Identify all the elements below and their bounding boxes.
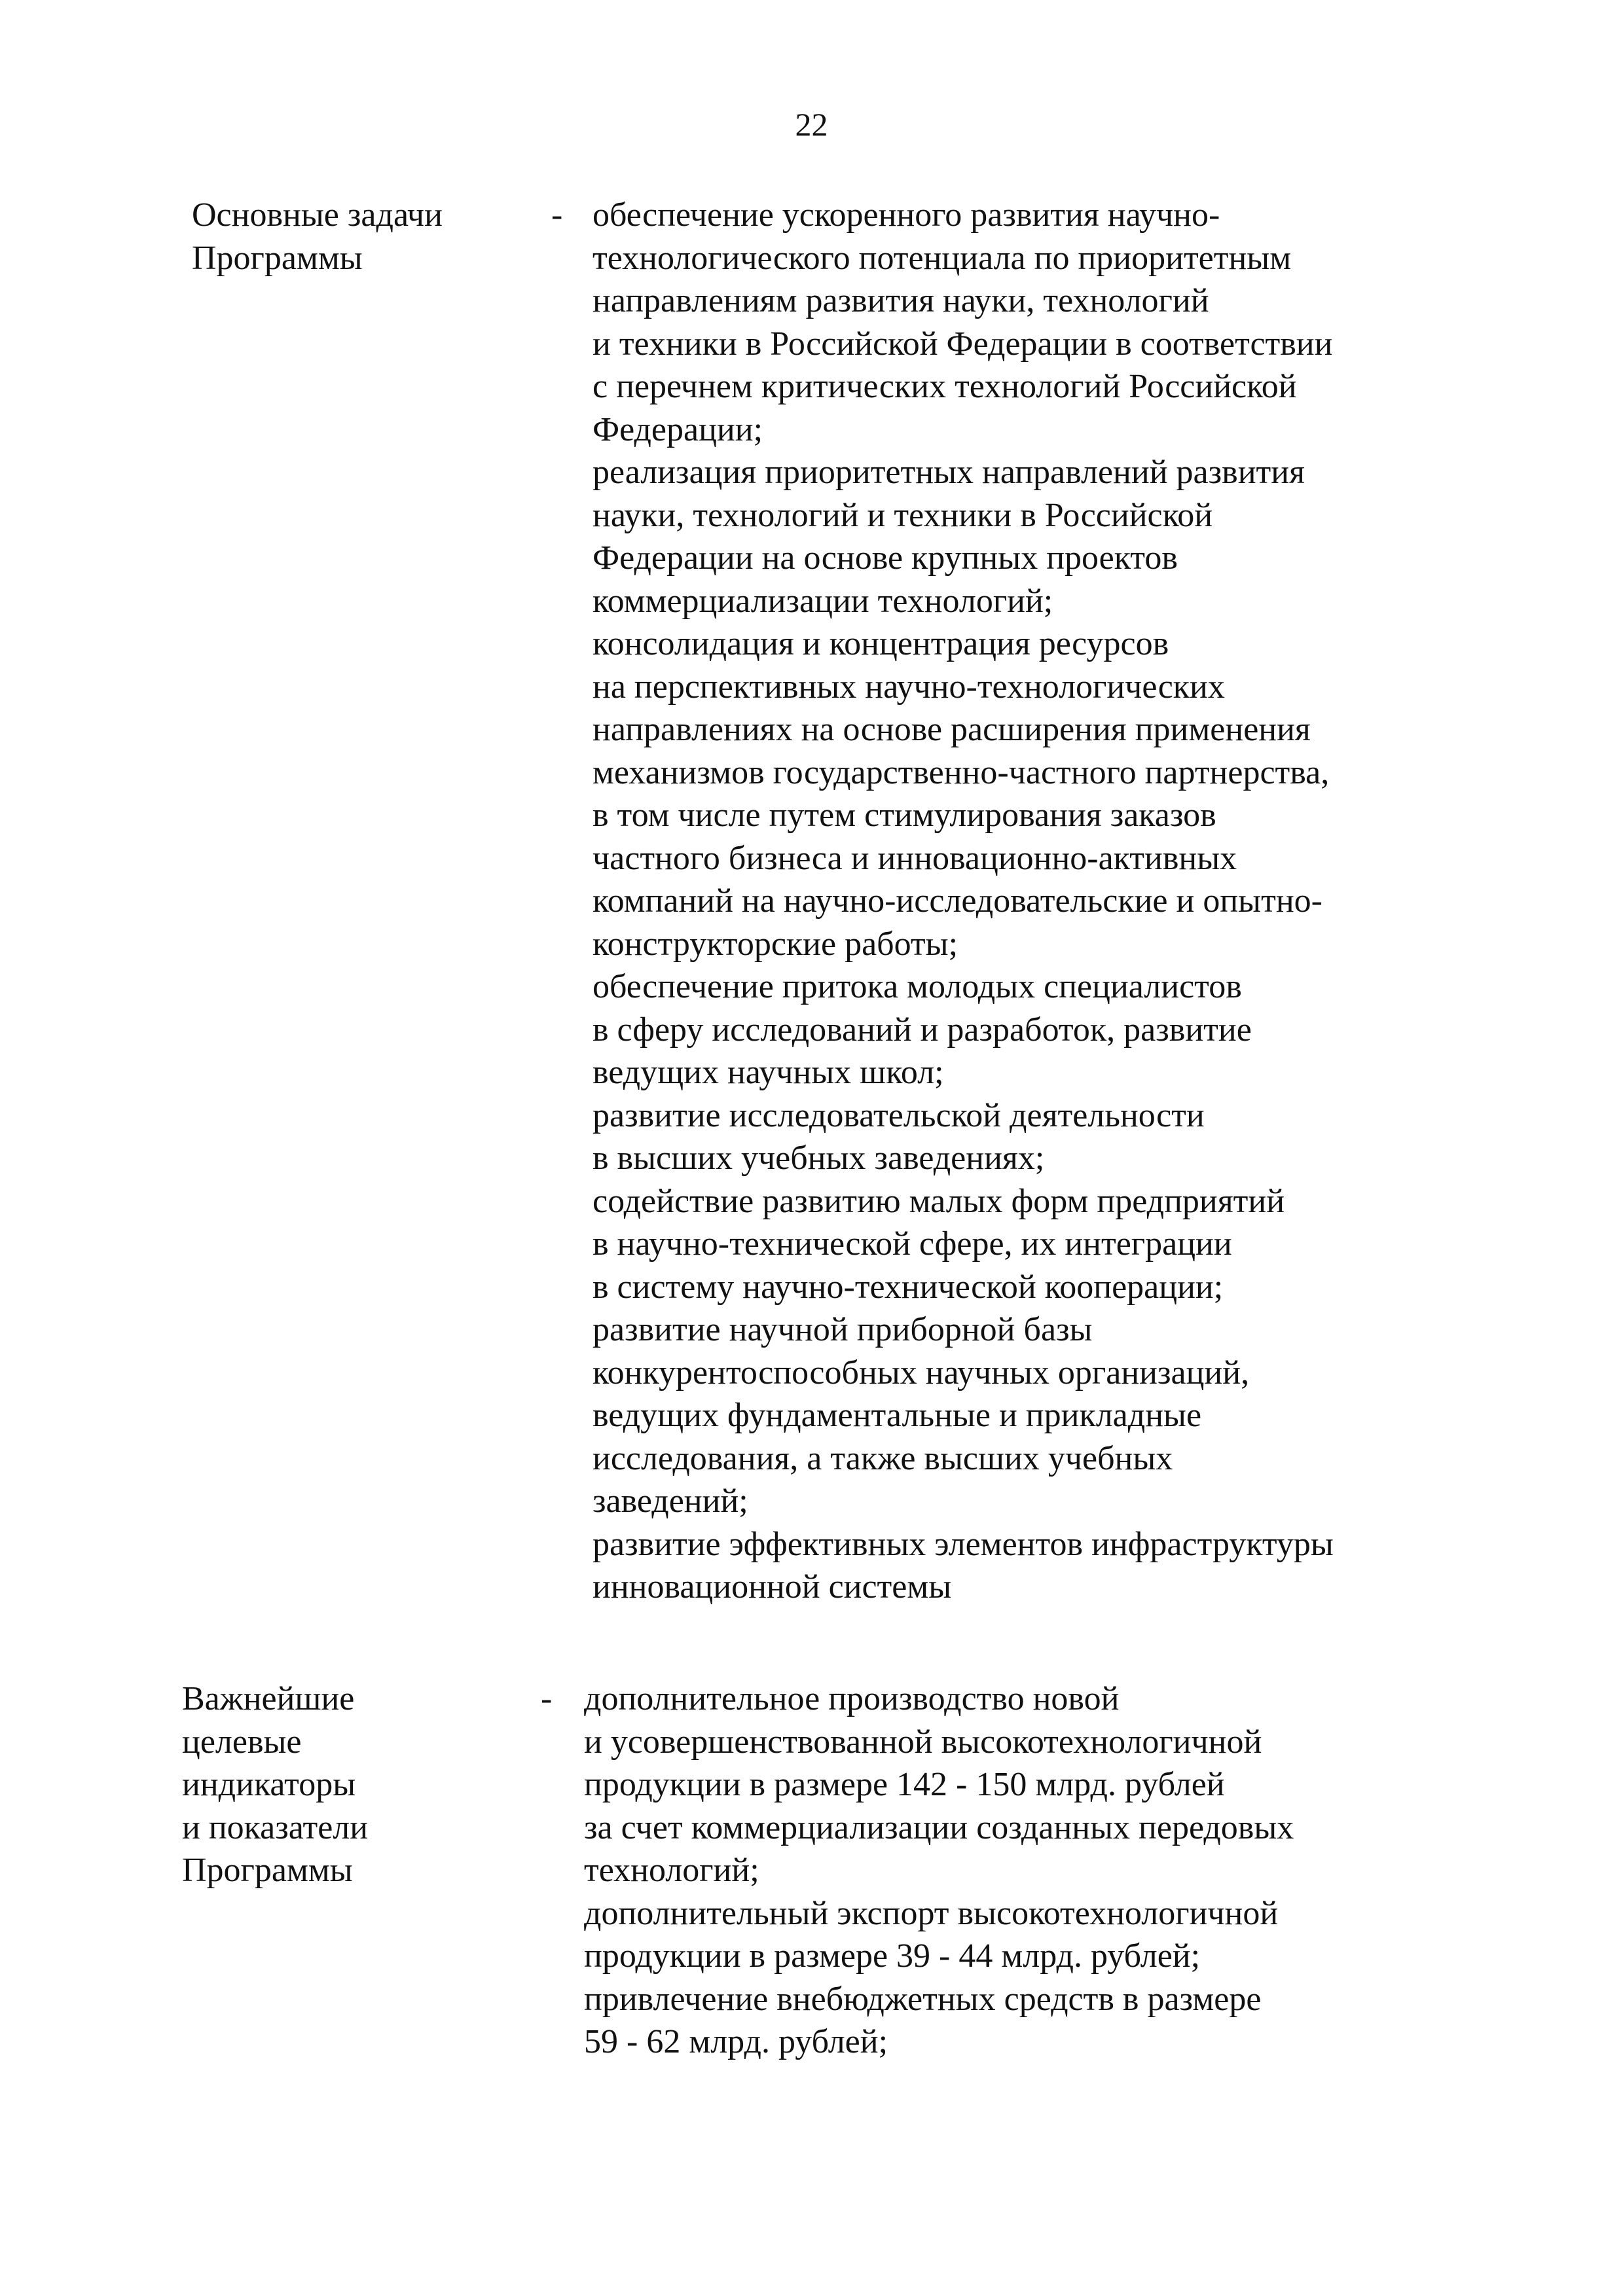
content-line: в том числе путем стимулирования заказов — [593, 797, 1216, 834]
content-line: на перспективных научно-технологических — [593, 668, 1225, 706]
content-line: продукции в размере 39 - 44 млрд. рублей; — [584, 1937, 1201, 1975]
content-line: коммерциализации технологий; — [593, 582, 1053, 620]
content-line: продукции в размере 142 - 150 млрд. рублей — [584, 1766, 1225, 1803]
content-line: Федерации на основе крупных проектов — [593, 539, 1178, 577]
content-line: в высших учебных заведениях; — [593, 1139, 1045, 1177]
content-line: в сферу исследований и разработок, развитие — [593, 1011, 1252, 1049]
content-line: обеспечение притока молодых специалистов — [593, 968, 1242, 1005]
section-main-tasks — [0, 194, 1623, 1627]
section-label — [192, 194, 443, 279]
content-line: развитие исследовательской деятельности — [593, 1096, 1205, 1134]
section-dash: - — [551, 196, 563, 234]
content-line: науки, технологий и техники в Российской — [593, 496, 1213, 534]
content-line: 59 - 62 млрд. рублей; — [584, 2023, 888, 2060]
content-line: содействие развитию малых форм предприятий — [593, 1182, 1285, 1220]
content-line: за счет коммерциализации созданных передовых — [584, 1808, 1294, 1846]
section-dash: - — [541, 1680, 553, 1717]
content-line: технологий; — [584, 1852, 759, 1889]
content-line: и техники в Российской Федерации в соответствии — [593, 325, 1333, 363]
section-label — [182, 1677, 368, 1892]
content-line: частного бизнеса и инновационно-активных — [593, 839, 1237, 877]
label-line: Важнейшие — [182, 1680, 355, 1717]
content-line: привлечение внебюджетных средств в размере — [584, 1980, 1262, 2018]
content-line: с перечнем критических технологий Российской — [593, 368, 1297, 405]
label-line: целевые — [182, 1723, 302, 1761]
content-line: ведущих фундаментальные и прикладные — [593, 1397, 1202, 1434]
section-content — [593, 194, 1334, 1609]
content-line: Федерации; — [593, 410, 763, 448]
label-line: и показатели — [182, 1808, 369, 1846]
content-line: развитие научной приборной базы — [593, 1311, 1093, 1348]
label-line: индикаторы — [182, 1766, 356, 1803]
content-line: реализация приоритетных направлений развития — [593, 454, 1305, 491]
content-line: конкурентоспособных научных организаций, — [593, 1354, 1250, 1391]
content-line: развитие эффективных элементов инфраструктуры — [593, 1525, 1334, 1563]
section-content — [584, 1677, 1294, 2064]
content-line: конструкторские работы; — [593, 925, 958, 963]
content-line: дополнительное производство новой — [584, 1680, 1120, 1717]
content-line: направлениях на основе расширения применения — [593, 711, 1311, 748]
content-line: дополнительный экспорт высокотехнологичной — [584, 1894, 1279, 1932]
content-line: инновационной системы — [593, 1568, 952, 1605]
label-line: Программы — [182, 1852, 353, 1889]
content-line: и усовершенствованной высокотехнологичной — [584, 1723, 1262, 1761]
content-line: технологического потенциала по приоритетным — [593, 239, 1292, 277]
content-line: обеспечение ускоренного развития научно- — [593, 196, 1220, 234]
content-line: консолидация и концентрация ресурсов — [593, 625, 1169, 662]
section-target-indicators — [0, 1677, 1623, 2096]
content-line: в научно-технической сфере, их интеграции — [593, 1225, 1232, 1263]
label-line: Программы — [192, 239, 363, 277]
content-line: заведений; — [593, 1482, 748, 1520]
content-line: в систему научно-технической кооперации; — [593, 1268, 1224, 1306]
label-line: Основные задачи — [192, 196, 443, 234]
content-line: направлениям развития науки, технологий — [593, 282, 1209, 319]
content-line: ведущих научных школ; — [593, 1054, 944, 1091]
content-line: механизмов государственно-частного партнерства, — [593, 753, 1330, 791]
page-number: 22 — [795, 106, 828, 143]
content-line: компаний на научно-исследовательские и опытно- — [593, 882, 1322, 920]
content-line: исследования, а также высших учебных — [593, 1439, 1173, 1477]
